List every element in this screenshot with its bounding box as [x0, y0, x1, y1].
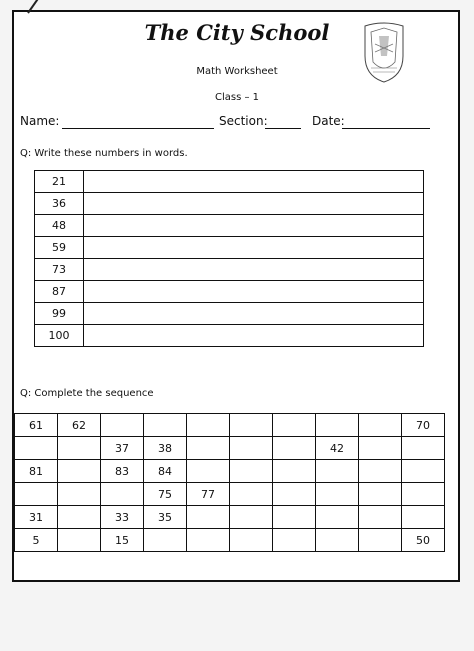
answer-cell[interactable]: [84, 325, 424, 347]
worksheet-subject: Math Worksheet: [196, 66, 278, 77]
sequence-row: [15, 460, 445, 483]
sequence-blank-cell[interactable]: [316, 460, 359, 483]
number-row: [35, 193, 424, 215]
sequence-blank-cell[interactable]: [58, 506, 101, 529]
question-2-prompt: Q: Complete the sequence: [20, 388, 154, 399]
number-cell: 99: [35, 303, 84, 325]
sequence-blank-cell[interactable]: [359, 529, 402, 552]
sequence-blank-cell[interactable]: [230, 460, 273, 483]
sequence-blank-cell[interactable]: [316, 414, 359, 437]
number-cell: 36: [35, 193, 84, 215]
sequence-given-cell: 77: [187, 483, 230, 506]
sequence-blank-cell[interactable]: [273, 529, 316, 552]
number-cell: 73: [35, 259, 84, 281]
sequence-blank-cell[interactable]: [187, 437, 230, 460]
sequence-blank-cell[interactable]: [359, 483, 402, 506]
sequence-given-cell: 81: [15, 460, 58, 483]
sequence-grid: [14, 413, 445, 552]
number-cell: 87: [35, 281, 84, 303]
sequence-blank-cell[interactable]: [187, 414, 230, 437]
sequence-blank-cell[interactable]: [273, 437, 316, 460]
sequence-given-cell: 15: [101, 529, 144, 552]
sequence-blank-cell[interactable]: [187, 460, 230, 483]
sequence-blank-cell[interactable]: [58, 460, 101, 483]
sequence-blank-cell[interactable]: [101, 414, 144, 437]
answer-cell[interactable]: [84, 303, 424, 325]
sequence-blank-cell[interactable]: [359, 506, 402, 529]
answer-cell[interactable]: [84, 171, 424, 193]
sequence-blank-cell[interactable]: [316, 483, 359, 506]
answer-cell[interactable]: [84, 237, 424, 259]
name-line[interactable]: [62, 128, 214, 129]
sequence-blank-cell[interactable]: [230, 506, 273, 529]
sequence-given-cell: 84: [144, 460, 187, 483]
sequence-blank-cell[interactable]: [58, 529, 101, 552]
sequence-blank-cell[interactable]: [144, 414, 187, 437]
sequence-blank-cell[interactable]: [187, 529, 230, 552]
sequence-row: [15, 483, 445, 506]
answer-cell[interactable]: [84, 215, 424, 237]
sequence-blank-cell[interactable]: [402, 460, 445, 483]
sequence-blank-cell[interactable]: [15, 483, 58, 506]
sequence-blank-cell[interactable]: [402, 483, 445, 506]
number-cell: 21: [35, 171, 84, 193]
number-row: [35, 237, 424, 259]
sequence-blank-cell[interactable]: [144, 529, 187, 552]
sequence-blank-cell[interactable]: [58, 483, 101, 506]
number-cell: 48: [35, 215, 84, 237]
sequence-given-cell: 61: [15, 414, 58, 437]
sequence-blank-cell[interactable]: [402, 437, 445, 460]
sequence-blank-cell[interactable]: [230, 414, 273, 437]
answer-cell[interactable]: [84, 281, 424, 303]
sequence-blank-cell[interactable]: [359, 437, 402, 460]
sequence-blank-cell[interactable]: [273, 460, 316, 483]
sequence-given-cell: 62: [58, 414, 101, 437]
sequence-given-cell: 83: [101, 460, 144, 483]
school-name: The City School: [144, 20, 330, 45]
sequence-given-cell: 33: [101, 506, 144, 529]
number-cell: 100: [35, 325, 84, 347]
number-words-table: [34, 170, 424, 347]
sequence-given-cell: 42: [316, 437, 359, 460]
sequence-blank-cell[interactable]: [359, 460, 402, 483]
sequence-given-cell: 38: [144, 437, 187, 460]
sequence-given-cell: 50: [402, 529, 445, 552]
number-cell: 59: [35, 237, 84, 259]
number-row: [35, 281, 424, 303]
sequence-blank-cell[interactable]: [101, 483, 144, 506]
sequence-given-cell: 31: [15, 506, 58, 529]
sequence-row: [15, 506, 445, 529]
sequence-row: [15, 414, 445, 437]
sequence-given-cell: 70: [402, 414, 445, 437]
sequence-given-cell: 35: [144, 506, 187, 529]
sequence-blank-cell[interactable]: [273, 506, 316, 529]
date-label: Date:: [312, 114, 345, 128]
sequence-blank-cell[interactable]: [15, 437, 58, 460]
number-row: [35, 171, 424, 193]
name-label: Name:: [20, 114, 60, 128]
section-line[interactable]: [265, 128, 301, 129]
sequence-blank-cell[interactable]: [273, 483, 316, 506]
sequence-blank-cell[interactable]: [187, 506, 230, 529]
sequence-given-cell: 5: [15, 529, 58, 552]
sequence-blank-cell[interactable]: [58, 437, 101, 460]
sequence-blank-cell[interactable]: [359, 414, 402, 437]
answer-cell[interactable]: [84, 193, 424, 215]
sequence-row: [15, 437, 445, 460]
sequence-blank-cell[interactable]: [230, 529, 273, 552]
class-label: Class – 1: [214, 92, 260, 103]
sequence-blank-cell[interactable]: [316, 529, 359, 552]
sequence-blank-cell[interactable]: [316, 506, 359, 529]
sequence-given-cell: 37: [101, 437, 144, 460]
sequence-given-cell: 75: [144, 483, 187, 506]
sequence-blank-cell[interactable]: [230, 483, 273, 506]
sequence-row: [15, 529, 445, 552]
number-row: [35, 325, 424, 347]
sequence-blank-cell[interactable]: [402, 506, 445, 529]
number-row: [35, 303, 424, 325]
number-row: [35, 215, 424, 237]
sequence-blank-cell[interactable]: [273, 414, 316, 437]
date-line[interactable]: [342, 128, 430, 129]
section-label: Section:: [219, 114, 268, 128]
answer-cell[interactable]: [84, 259, 424, 281]
number-row: [35, 259, 424, 281]
question-1-prompt: Q: Write these numbers in words.: [20, 148, 188, 159]
sequence-blank-cell[interactable]: [230, 437, 273, 460]
